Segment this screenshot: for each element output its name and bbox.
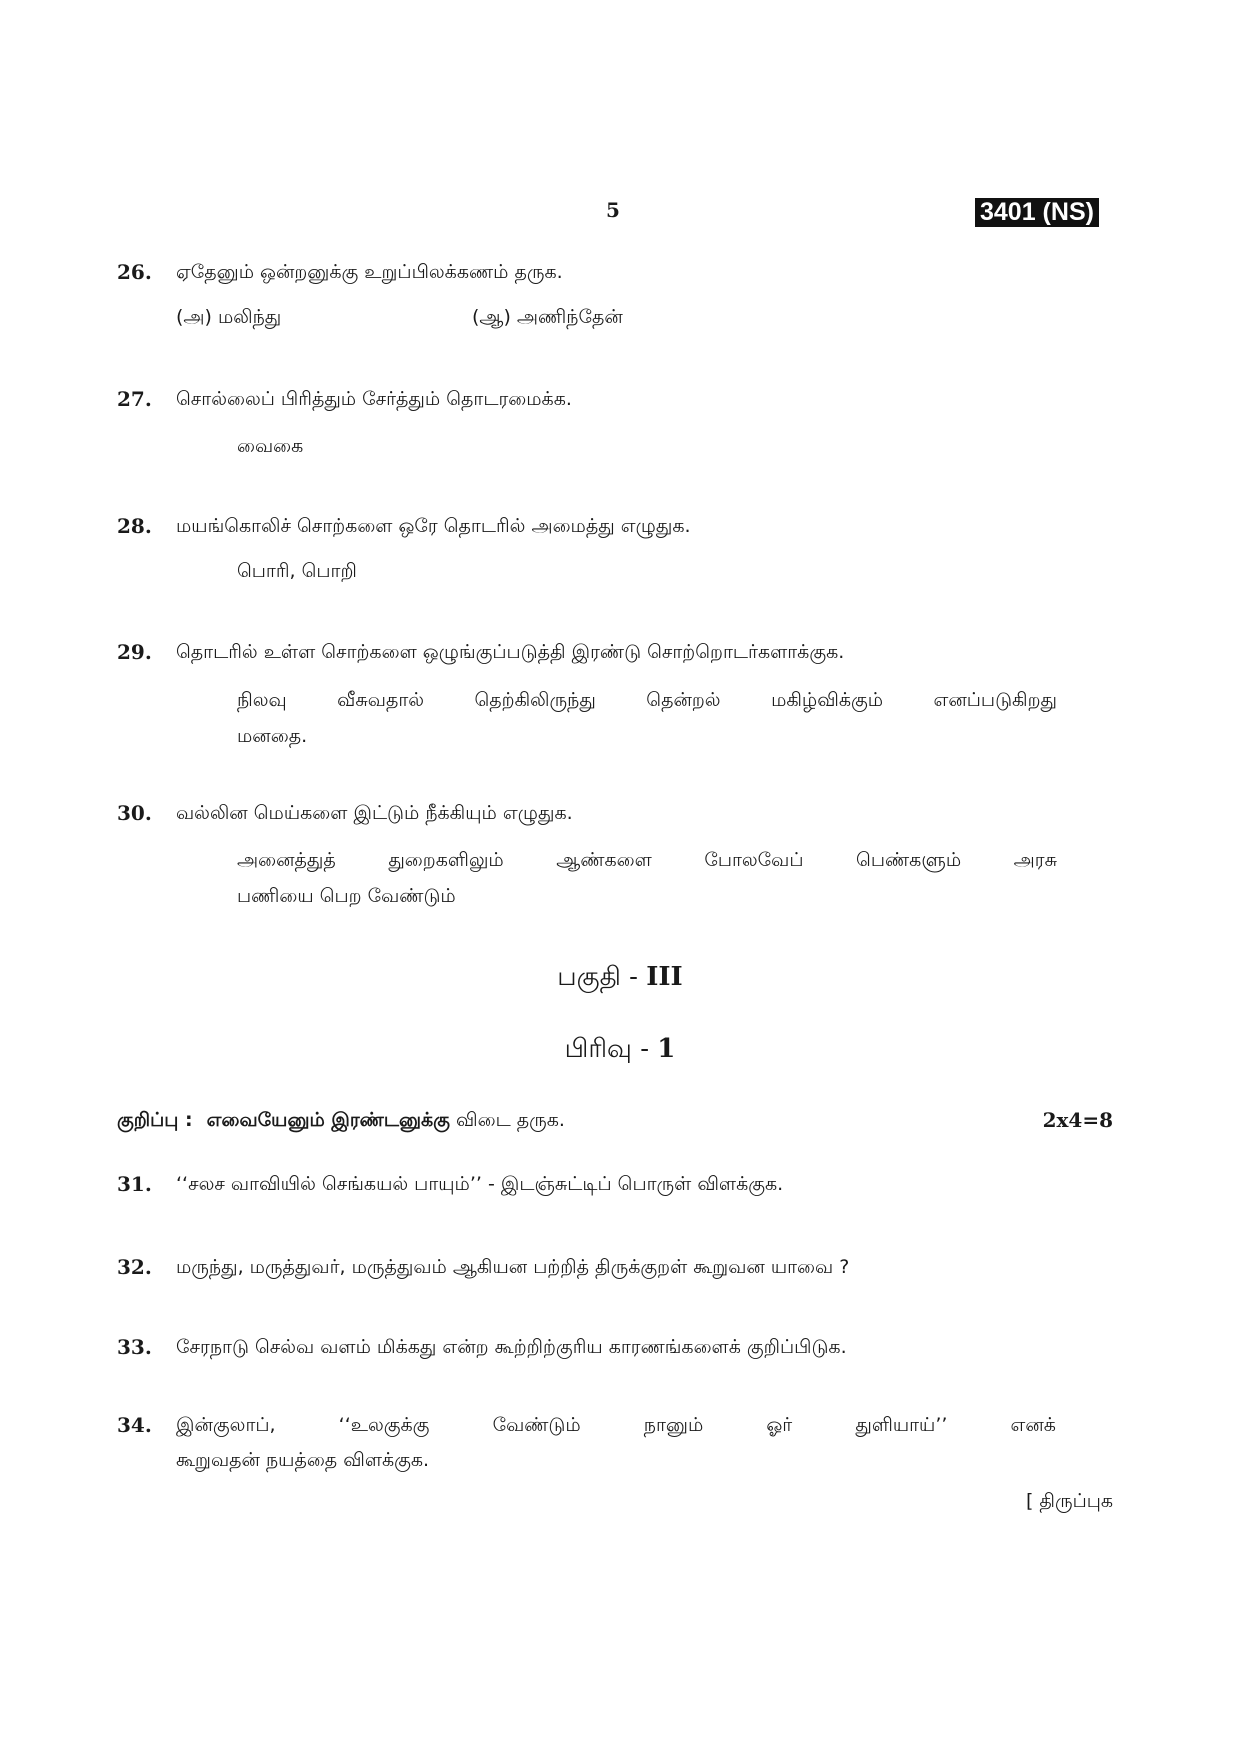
note-bold-text: எவையேனும் இரண்டனுக்கு xyxy=(206,1109,450,1131)
q28-words: பொரி, பொறி xyxy=(237,560,357,582)
q29-sentence xyxy=(237,682,1057,754)
instruction-note xyxy=(117,1105,565,1135)
q27-word: வைகை xyxy=(237,435,304,457)
q30-sentence-line-2: பணியை பெற வேண்டும் xyxy=(237,885,456,907)
question-number-31: 31. xyxy=(117,1172,152,1196)
question-number-33: 33. xyxy=(117,1335,152,1359)
part-heading xyxy=(0,960,1240,994)
part-dash: - xyxy=(620,962,647,992)
question-text-34-line-1 xyxy=(176,1411,1056,1439)
q30-sentence-line-1: அனைத்துத் துறைகளிலும் ஆண்களை போலவேப் பெண்களும் அரசு xyxy=(237,849,1057,871)
q34-word: எனக் xyxy=(1010,1414,1056,1436)
q34-word: ஓர் xyxy=(766,1414,793,1436)
q29-sentence-line-1: நிலவு வீசுவதால் தெற்கிலிருந்து தென்றல் மகிழ்விக்கும் எனப்படுகிறது xyxy=(237,689,1057,711)
division-dash: - xyxy=(631,1034,658,1064)
page-number: 5 xyxy=(606,198,620,222)
q34-word: துளியாய்’’ xyxy=(855,1414,948,1436)
turn-over-note: [ திருப்புக xyxy=(1025,1490,1113,1512)
q30-sentence xyxy=(237,842,1057,914)
question-text-29: தொடரில் உள்ள சொற்களை ஒழுங்குப்படுத்தி இரண்டு சொற்றொடர்களாக்குக. xyxy=(176,641,845,663)
question-text-33: சேரநாடு செல்வ வளம் மிக்கது என்ற கூற்றிற்குரிய காரணங்களைக் குறிப்பிடுக. xyxy=(176,1336,847,1358)
question-number-32: 32. xyxy=(117,1255,152,1279)
marks-allocation: 2x4=8 xyxy=(1042,1108,1113,1132)
question-text-34-line-2: கூறுவதன் நயத்தை விளக்குக. xyxy=(176,1449,430,1471)
q29-sentence-line-2: மனதை. xyxy=(237,725,308,747)
question-number-29: 29. xyxy=(117,640,152,664)
question-number-26: 26. xyxy=(117,260,152,284)
q34-word: வேண்டும் xyxy=(492,1414,581,1436)
question-number-28: 28. xyxy=(117,514,152,538)
question-text-26: ஏதேனும் ஒன்றனுக்கு உறுப்பிலக்கணம் தருக. xyxy=(176,261,563,283)
question-text-27: சொல்லைப் பிரித்தும் சேர்த்தும் தொடரமைக்க. xyxy=(176,388,572,410)
part-number: III xyxy=(646,962,683,992)
question-text-28: மயங்கொலிச் சொற்களை ஒரே தொடரில் அமைத்து எழுதுக. xyxy=(176,515,691,537)
question-number-34: 34. xyxy=(117,1413,152,1437)
division-label: பிரிவு xyxy=(564,1034,632,1064)
paper-code-badge: 3401 (NS) xyxy=(975,198,1099,227)
question-number-27: 27. xyxy=(117,387,152,411)
q34-word: நானும் xyxy=(643,1414,704,1436)
q34-word: இன்குலாப், xyxy=(176,1414,276,1436)
note-label: குறிப்பு : xyxy=(117,1109,193,1131)
part-label: பகுதி xyxy=(557,962,621,992)
division-number: 1 xyxy=(657,1034,676,1064)
question-text-30: வல்லின மெய்களை இட்டும் நீக்கியும் எழுதுக. xyxy=(176,802,573,824)
question-text-32: மருந்து, மருத்துவர், மருத்துவம் ஆகியன பற்றித் திருக்குறள் கூறுவன யாவை ? xyxy=(176,1256,850,1278)
division-heading xyxy=(0,1032,1240,1066)
question-number-30: 30. xyxy=(117,801,152,825)
note-text: விடை தருக. xyxy=(449,1109,565,1131)
q26-option-a: (அ) மலிந்து xyxy=(176,306,282,328)
q34-word: ‘‘உலகுக்கு xyxy=(338,1414,430,1436)
q26-option-b: (ஆ) அணிந்தேன் xyxy=(472,306,623,328)
question-text-31: ‘‘சலச வாவியில் செங்கயல் பாயும்’’ - இடஞ்சுட்டிப் பொருள் விளக்குக. xyxy=(176,1173,784,1195)
